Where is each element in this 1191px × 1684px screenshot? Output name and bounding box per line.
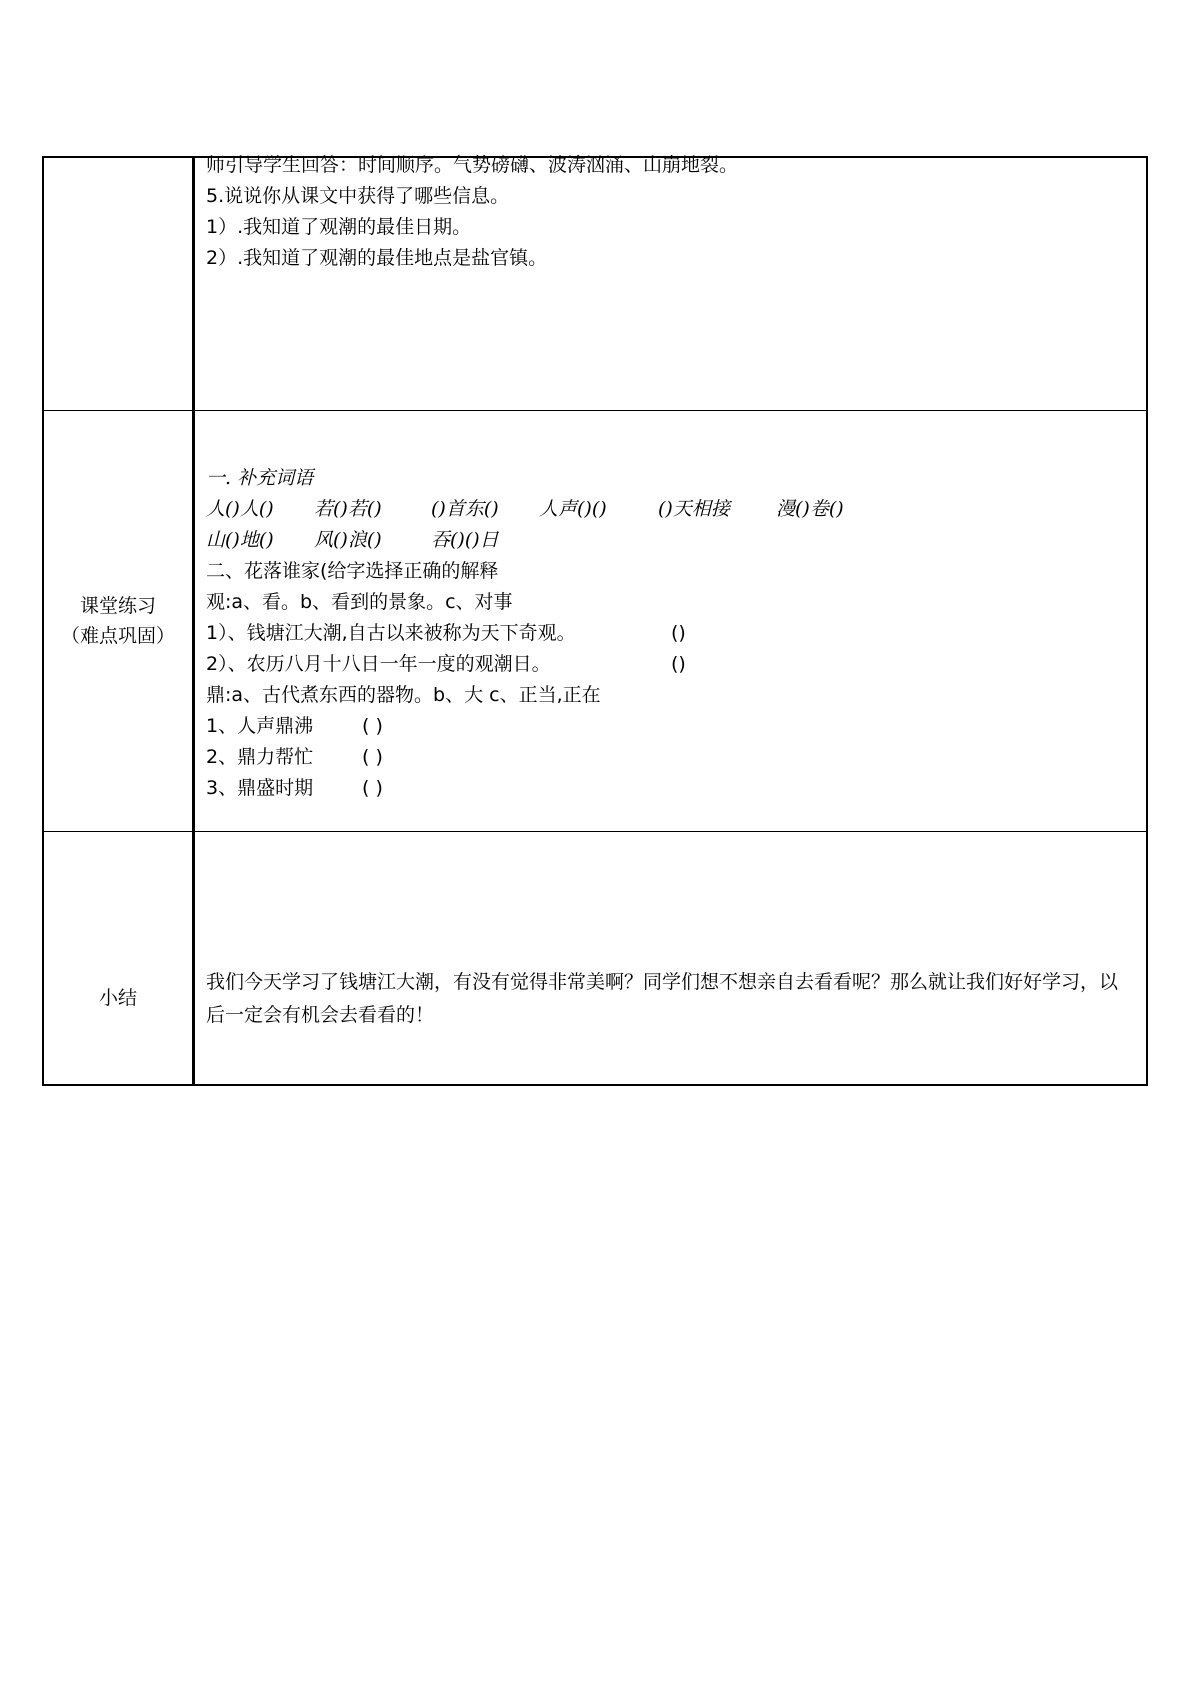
exercise-content <box>206 463 844 804</box>
word-blank: ()天相接 <box>658 498 730 520</box>
word-blank: 人声()() <box>539 498 607 520</box>
question-text: 2）、农历八月十八日一年一度的观潮日。 <box>206 653 551 675</box>
exercise-label-title: 课堂练习 <box>79 595 156 617</box>
column-divider <box>192 158 195 1084</box>
section1-title: 一. 补充词语 <box>206 467 314 489</box>
word-blank: 若()若() <box>314 498 382 520</box>
word-blank: 吞()()日 <box>431 529 499 551</box>
question-text: 3、鼎盛时期 <box>206 777 314 799</box>
row1-line: 1）.我知道了观潮的最佳日期。 <box>206 216 472 238</box>
lesson-table <box>42 156 1148 1086</box>
question-text: 1）、钱塘江大潮,自古以来被称为天下奇观。 <box>206 622 576 644</box>
row1-line: 2）.我知道了观潮的最佳地点是盐官镇。 <box>206 247 548 269</box>
answer-blank: ( ) <box>362 746 383 768</box>
ding-definition: 鼎:a、古代煮东西的器物。b、大 c、正当,正在 <box>206 684 601 706</box>
question-text: 1、人声鼎沸 <box>206 715 314 737</box>
word-blank: 风()浪() <box>314 529 382 551</box>
question-text: 2、鼎力帮忙 <box>206 746 314 768</box>
word-blank: 人()人() <box>206 498 274 520</box>
row1-line: 师引导学生回答：时间顺序。气势磅礴、波涛汹涌、山崩地裂。 <box>206 154 739 176</box>
exercise-label <box>44 591 192 651</box>
answer-blank: ( ) <box>362 715 383 737</box>
ding-question-3 <box>206 773 844 804</box>
ding-question-2 <box>206 742 844 773</box>
summary-label: 小结 <box>98 987 137 1009</box>
guan-question-1 <box>206 618 844 649</box>
section2-title: 二、花落谁家(给字选择正确的解释 <box>206 560 499 582</box>
guan-question-2 <box>206 649 844 680</box>
exercise-label-subtitle: （难点巩固） <box>60 625 175 647</box>
row-divider-1 <box>44 410 1146 411</box>
word-blank: ()首东() <box>431 498 499 520</box>
word-blank: 山()地() <box>206 529 274 551</box>
row1-line: 5.说说你从课文中获得了哪些信息。 <box>206 185 510 207</box>
answer-blank: ( ) <box>362 777 383 799</box>
row1-content <box>206 150 738 274</box>
guan-definition: 观:a、看。b、看到的景象。c、对事 <box>206 591 513 613</box>
answer-blank: () <box>671 653 686 675</box>
row-divider-2 <box>44 831 1146 832</box>
ding-question-1 <box>206 711 844 742</box>
answer-blank: () <box>671 622 686 644</box>
words-row-1 <box>206 494 844 525</box>
summary-text: 我们今天学习了钱塘江大潮，有没有觉得非常美啊？同学们想不想亲自去看看呢？那么就让我们好好学习，以后一定会有机会去看看的！ <box>206 971 1119 1026</box>
word-blank: 漫()卷() <box>776 498 844 520</box>
words-row-2 <box>206 525 844 556</box>
